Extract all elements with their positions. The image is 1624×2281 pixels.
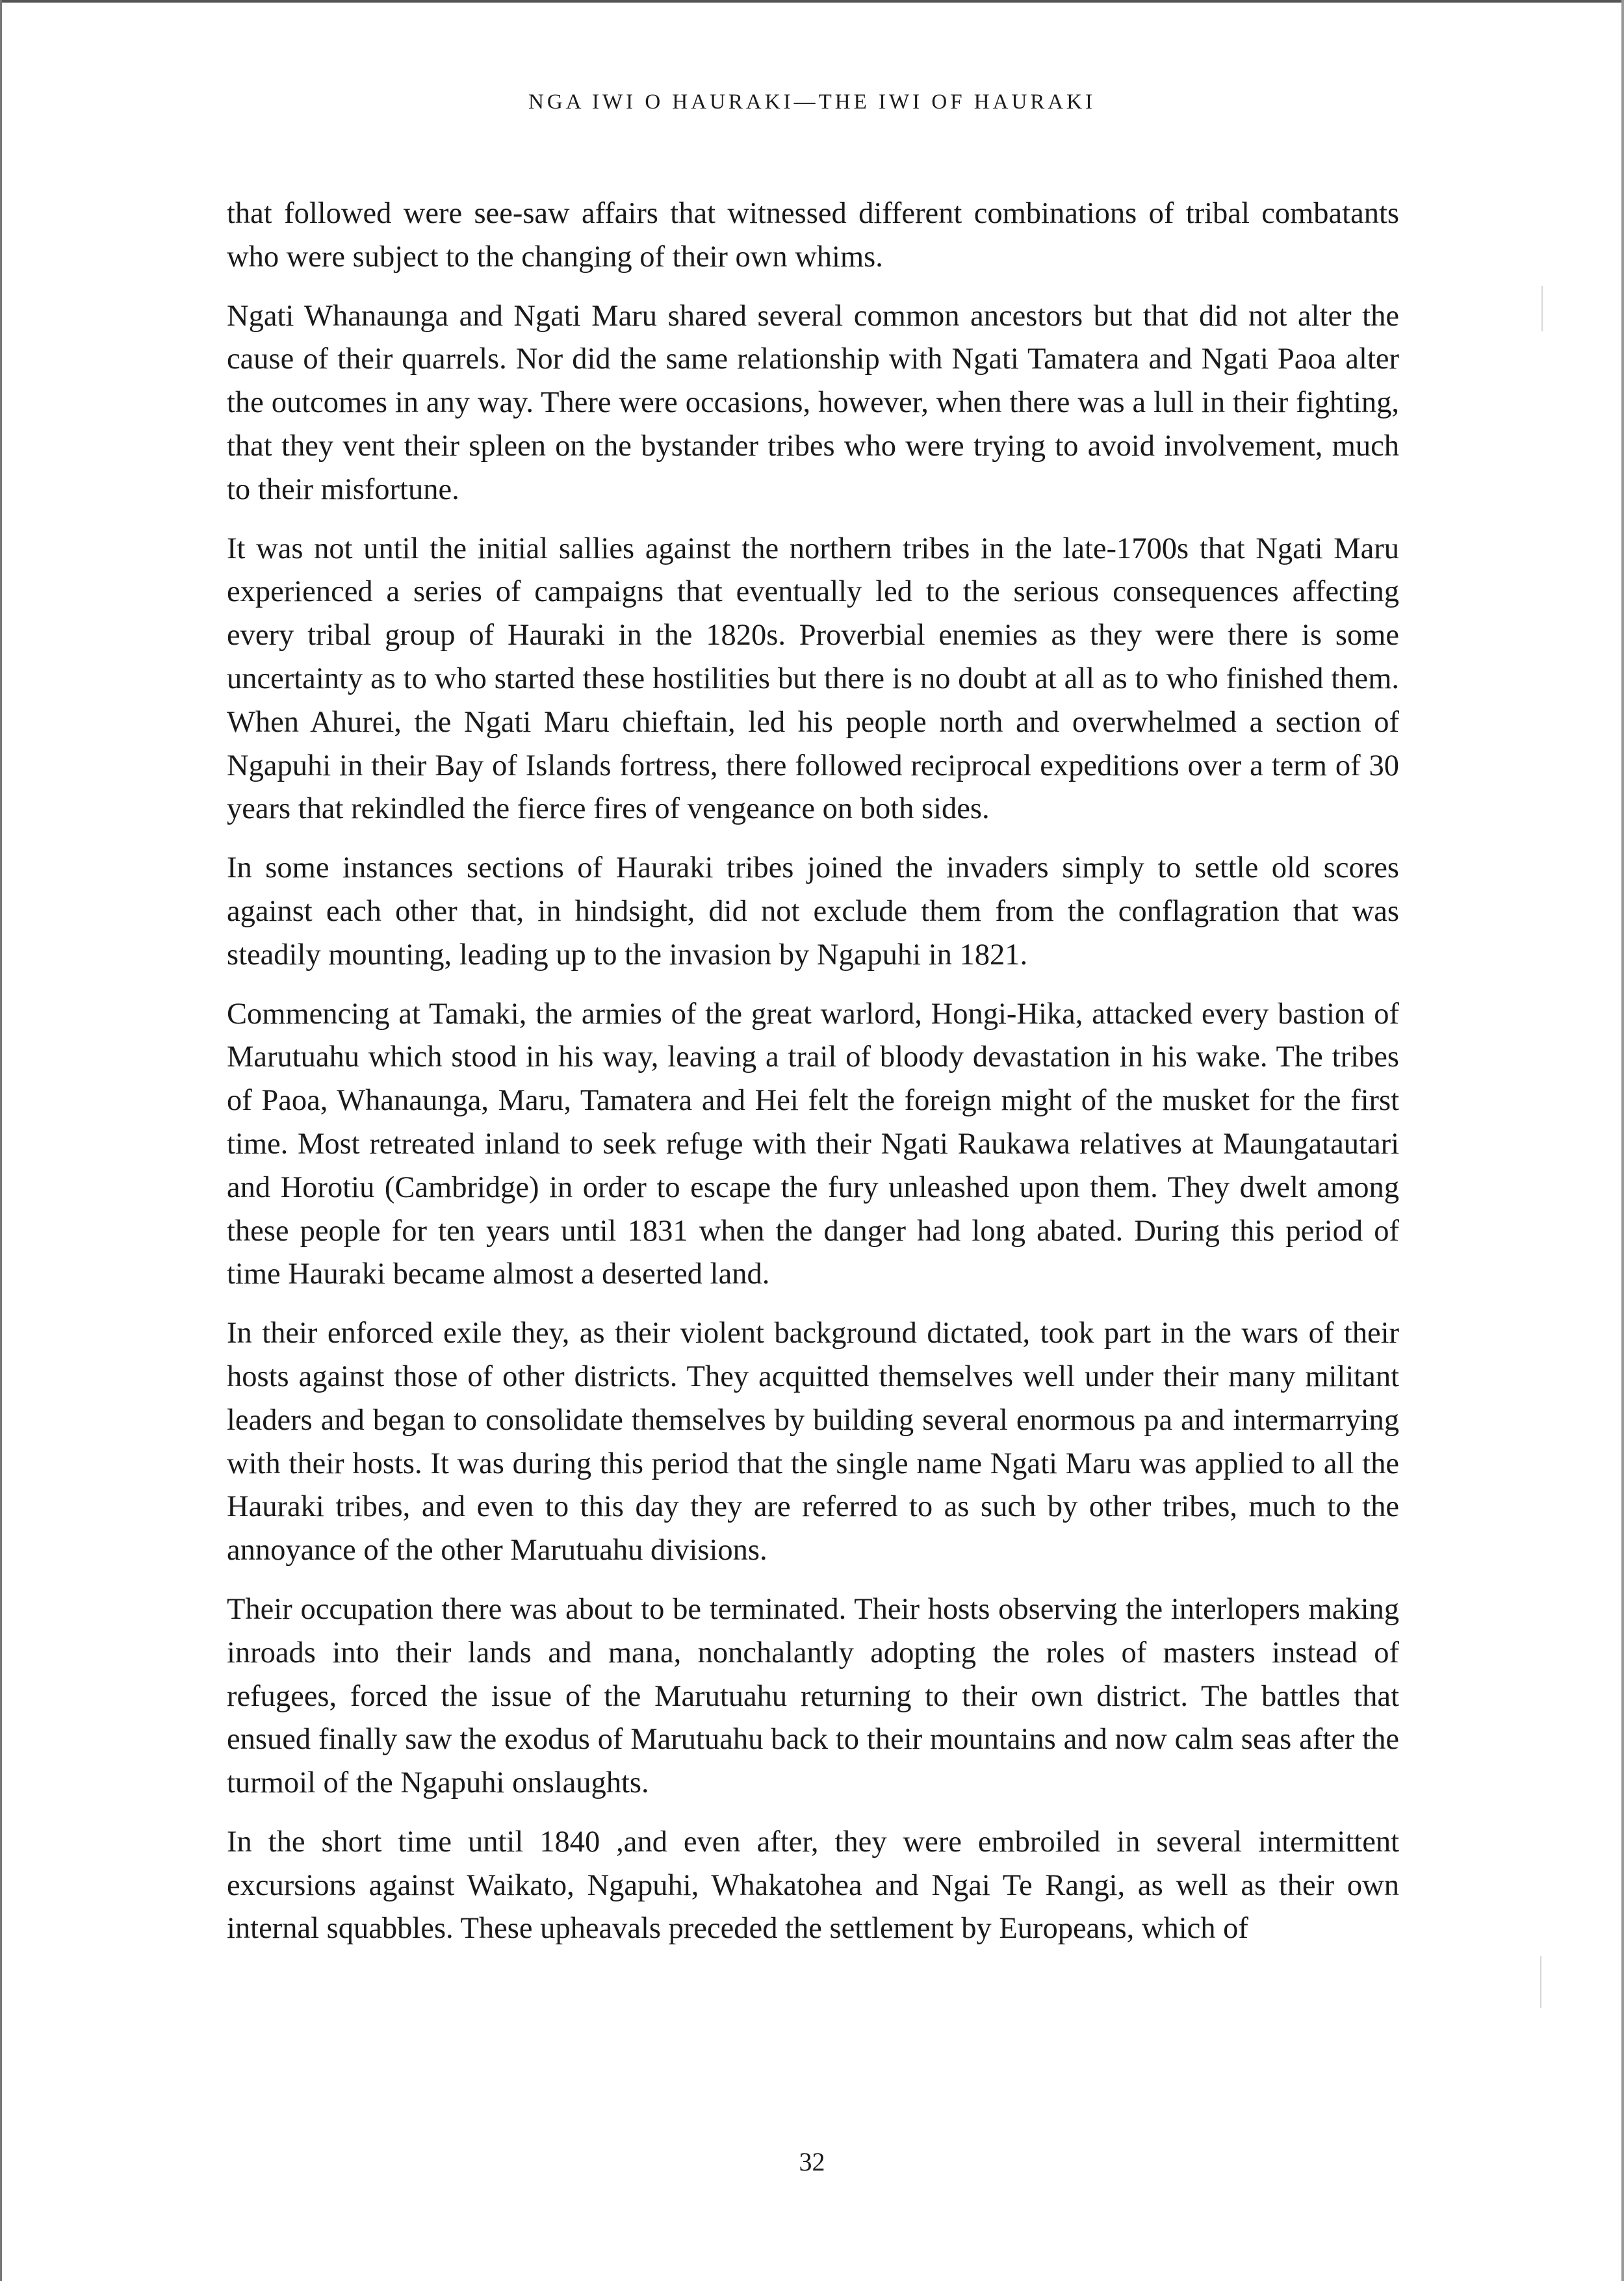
body-text: [227, 192, 1399, 1966]
paragraph-8: In the short time until 1840 ,and even after, they were embroiled in several intermittent excursions against Waikato, Ngapuhi, Whakatohea and Ngai Te Rangi, as well as their own internal squabbles. These upheavals preceded the settlement by Europeans, which of: [227, 1825, 1399, 1946]
scan-mark: [1541, 286, 1543, 331]
running-head: NGA IWI O HAURAKI—THE IWI OF HAURAKI: [528, 90, 1096, 114]
scan-edge-left: [0, 0, 2, 2281]
paragraph-3: It was not until the initial sallies against the northern tribes in the late-1700s that Ngati Maru experienced a series of campaigns that eventually led to the serious consequences affecting every tribal group of Hauraki in the 1820s. Proverbial enemies as they were there is some uncertainty as to who started these hostilities but there is no doubt at all as to who finished them. When Ahurei, the Ngati Maru chieftain, led his people north and overwhelmed a section of Ngapuhi in their Bay of Islands fortress, there followed reciprocal expeditions over a term of 30 years that rekindled the fierce fires of vengeance on both sides.: [227, 532, 1399, 826]
paragraph-4: In some instances sections of Hauraki tribes joined the invaders simply to settle old scores against each other that, in hindsight, did not exclude them from the conflagration that was steadily mounting, leading up to the invasion by Ngapuhi in 1821.: [227, 851, 1399, 972]
paragraph-2: Ngati Whanaunga and Ngati Maru shared several common ancestors but that did not alter the cause of their quarrels. Nor did the same relationship with Ngati Tamatera and Ngati Paoa alter the outcomes in any way. There were occasions, however, when there was a lull in their fighting, that they vent their spleen on the bystander tribes who were trying to avoid involvement, much to their misfortune.: [227, 299, 1399, 506]
paragraph-7: Their occupation there was about to be terminated. Their hosts observing the interlopers making inroads into their lands and mana, nonchalantly adopting the roles of masters instead of refugees, forced the issue of the Marutuahu returning to their own district. The battles that ensued finally saw the exodus of Marutuahu back to their mountains and now calm seas after the turmoil of the Ngapuhi onslaughts.: [227, 1592, 1399, 1800]
paragraph-1: that followed were see-saw affairs that witnessed different combinations of tribal combatants who were subject to the changing of their own whims.: [227, 197, 1399, 274]
scan-edge-top: [0, 0, 1624, 3]
page-number: 32: [799, 2147, 825, 2176]
paragraph-5: Commencing at Tamaki, the armies of the great warlord, Hongi-Hika, attacked every bastion of Marutuahu which stood in his way, leaving a trail of bloody devastation in his wake. The tribes of Paoa, Whanaunga, Maru, Tamatera and Hei felt the foreign might of the musket for the first time. Most retreated inland to seek refuge with their Ngati Raukawa relatives at Maungatautari and Horotiu (Cambridge) in order to escape the fury unleashed upon them. They dwelt among these people for ten years until 1831 when the danger had long abated. During this period of time Hauraki became almost a deserted land.: [227, 997, 1399, 1291]
paragraph-6: In their enforced exile they, as their violent background dictated, took part in the wars of their hosts against those of other districts. They acquitted themselves well under their many militant leaders and began to consolidate themselves by building several enormous pa and intermarrying with their hosts. It was during this period that the single name Ngati Maru was applied to all the Hauraki tribes, and even to this day they are referred to as such by other tribes, much to the annoyance of the other Marutuahu divisions.: [227, 1317, 1399, 1567]
scan-edge-right: [1621, 0, 1624, 2281]
scan-mark: [1540, 1956, 1541, 2008]
